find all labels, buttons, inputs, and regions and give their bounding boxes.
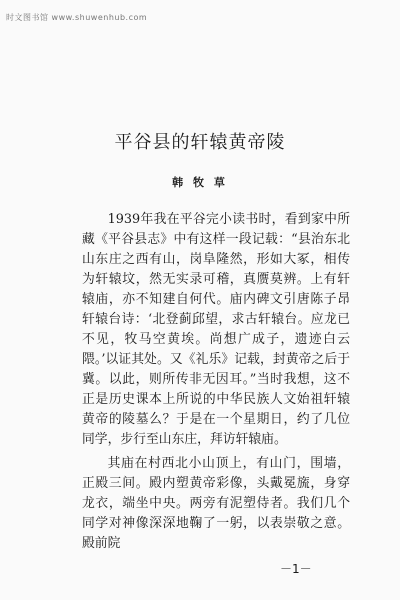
author-name: 韩 牧 草 xyxy=(172,176,228,189)
watermark: 时文图书馆 www.shuwenhub.com xyxy=(6,13,148,22)
article-body xyxy=(82,210,350,554)
paragraph: 其庙在村西北小山顶上，有山门，围墙，正殿三间。殿内塑黄帝彩像，头戴冕旒，身穿龙衣，端坐中央。两旁有泥塑侍者。我们几个同学对神像深深地鞠了一躬，以表崇敬之意。殿前院 xyxy=(82,456,350,551)
article-title: 平谷县的轩辕黄帝陵 xyxy=(114,132,286,153)
paragraph: 1939年我在平谷完小读书时，看到家中所藏《平谷县志》中有这样一段记载：“县治东北山东庄之西有山，岗阜隆然，形如大冢，相传为轩辕坟，然无实录可稽，真赝莫辨。上有轩辕庙，亦不知建自何代。庙内碑文引唐陈子昂轩辕台诗：‘北登蓟邱望，求古轩辕台。应龙已不见，牧马空黄埃。尚想广成子，遗迹白云隈。’以证其处。又《礼乐》记载，封黄帝之后于冀。以此，则所传非无因耳。”当时我想，这不正是历史课本上所说的中华民族人文始祖轩辕黄帝的陵墓么？于是在一个星期日，约了几位同学，步行至山东庄，拜访轩辕庙。 xyxy=(82,212,350,447)
page-number: －1－ xyxy=(280,562,312,576)
